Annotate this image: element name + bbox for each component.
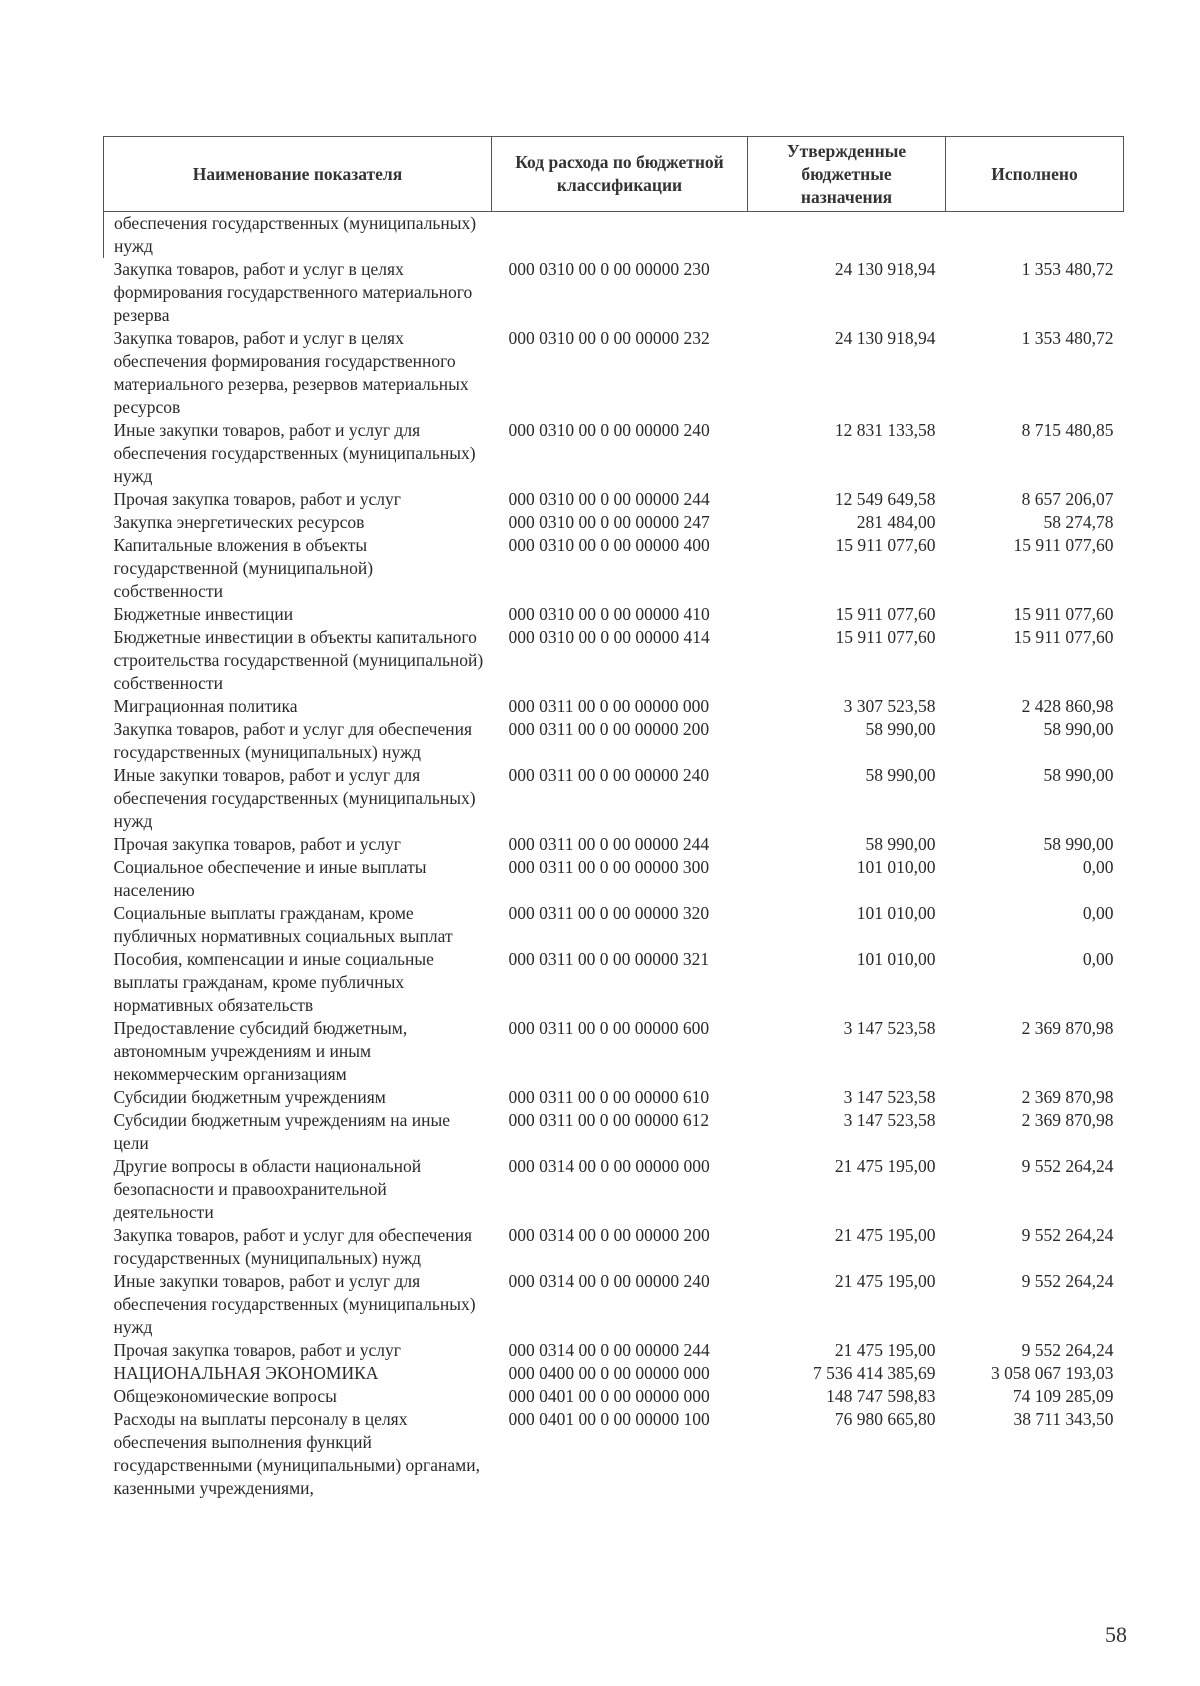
table-row [104,1339,1124,1362]
cell-approved: 15 911 077,60 [835,627,936,647]
cell-approved: 3 147 523,58 [843,1087,936,1107]
cell-code: 000 0311 00 0 00 00000 200 [508,719,710,739]
cell-code [492,212,748,259]
cell-code: 000 0311 00 0 00 00000 612 [508,1110,710,1130]
cell-code: 000 0311 00 0 00 00000 244 [508,834,710,854]
cell-code: 000 0314 00 0 00 00000 000 [508,1156,710,1176]
cell-executed: 58 990,00 [1043,834,1114,854]
table-row [104,902,1124,948]
table-row [104,1017,1124,1086]
table-row [104,212,1124,259]
cell-code: 000 0310 00 0 00 00000 414 [508,627,710,647]
cell-approved: 58 990,00 [865,765,936,785]
table-row [104,1224,1124,1270]
cell-code: 000 0311 00 0 00 00000 000 [508,696,710,716]
page-number: 58 [1105,1622,1127,1647]
table-row [104,534,1124,603]
cell-code: 000 0314 00 0 00 00000 200 [508,1225,710,1245]
table-row [104,327,1124,419]
header-approved: Утвержденные бюджетные назначения [748,137,946,212]
cell-name: Предоставление субсидий бюджетным, автономным учреждениям и иным некоммерческим организациям [113,1018,408,1084]
cell-name: обеспечения государственных (муниципальных) нужд [104,212,492,259]
cell-code: 000 0311 00 0 00 00000 320 [508,903,710,923]
table-row [104,1270,1124,1339]
cell-name: Закупка товаров, работ и услуг в целях обеспечения формирования государственного материального резерва, резервов материальных ресурсов [113,328,469,417]
table-row [104,258,1124,327]
cell-name: Пособия, компенсации и иные социальные выплаты гражданам, кроме публичных нормативных обязательств [113,949,434,1015]
header-name: Наименование показателя [104,137,492,212]
cell-executed: 38 711 343,50 [1013,1409,1114,1429]
cell-name: Бюджетные инвестиции в объекты капитального строительства государственной (муниципальной) собственности [113,627,484,693]
cell-executed: 1 353 480,72 [1021,259,1114,279]
header-executed: Исполнено [946,137,1124,212]
cell-executed: 2 369 870,98 [1021,1018,1114,1038]
table-row [104,1362,1124,1385]
cell-code: 000 0401 00 0 00 00000 100 [508,1409,710,1429]
table-row [104,626,1124,695]
cell-approved: 76 980 665,80 [834,1409,936,1429]
cell-executed: 0,00 [1082,903,1114,923]
cell-executed: 9 552 264,24 [1021,1340,1114,1360]
cell-executed: 9 552 264,24 [1021,1156,1114,1176]
cell-name: Иные закупки товаров, работ и услуг для обеспечения государственных (муниципальных) нужд [113,420,476,486]
table-row [104,603,1124,626]
cell-code: 000 0311 00 0 00 00000 240 [508,765,710,785]
cell-approved: 15 911 077,60 [835,604,936,624]
table-row [104,511,1124,534]
cell-approved: 3 147 523,58 [843,1018,936,1038]
cell-executed: 15 911 077,60 [1013,627,1114,647]
cell-code: 000 0310 00 0 00 00000 230 [508,259,710,279]
cell-name: Другие вопросы в области национальной безопасности и правоохранительной деятельности [113,1156,422,1222]
cell-executed: 9 552 264,24 [1021,1271,1114,1291]
cell-name: Закупка товаров, работ и услуг в целях формирования государственного материального резерва [113,259,473,325]
cell-executed: 2 369 870,98 [1021,1087,1114,1107]
cell-executed: 0,00 [1082,949,1114,969]
cell-approved: 3 307 523,58 [843,696,936,716]
cell-approved: 21 475 195,00 [834,1156,936,1176]
table-row [104,1155,1124,1224]
cell-approved: 12 831 133,58 [834,420,936,440]
cell-approved: 58 990,00 [865,834,936,854]
cell-executed: 2 369 870,98 [1021,1110,1114,1130]
table-row [104,1086,1124,1109]
cell-executed: 15 911 077,60 [1013,604,1114,624]
cell-approved: 21 475 195,00 [834,1271,936,1291]
cell-code: 000 0401 00 0 00 00000 000 [508,1386,710,1406]
cell-approved: 24 130 918,94 [834,259,936,279]
cell-approved: 21 475 195,00 [834,1340,936,1360]
table-row [104,856,1124,902]
cell-approved: 3 147 523,58 [843,1110,936,1130]
cell-executed: 74 109 285,09 [1012,1386,1114,1406]
table-row [104,488,1124,511]
cell-approved: 15 911 077,60 [835,535,936,555]
cell-code: 000 0400 00 0 00 00000 000 [508,1363,710,1383]
cell-name: Закупка товаров, работ и услуг для обеспечения государственных (муниципальных) нужд [113,1225,473,1268]
cell-executed [946,212,1124,259]
cell-name: Расходы на выплаты персоналу в целях обеспечения выполнения функций государственными (муниципальными) органами, казенными учреждениями, [113,1409,480,1498]
cell-approved: 101 010,00 [856,857,936,877]
cell-executed: 1 353 480,72 [1021,328,1114,348]
cell-executed: 8 715 480,85 [1021,420,1114,440]
cell-name: Прочая закупка товаров, работ и услуг [113,489,401,509]
header-code: Код расхода по бюджетной классификации [492,137,748,212]
cell-code: 000 0314 00 0 00 00000 244 [508,1340,710,1360]
cell-code: 000 0310 00 0 00 00000 400 [508,535,710,555]
cell-approved: 21 475 195,00 [834,1225,936,1245]
cell-code: 000 0311 00 0 00 00000 300 [508,857,710,877]
cell-executed: 58 274,78 [1043,512,1114,532]
cell-code: 000 0310 00 0 00 00000 247 [508,512,710,532]
cell-name: Социальные выплаты гражданам, кроме публичных нормативных социальных выплат [113,903,453,946]
table-row [104,718,1124,764]
cell-name: Иные закупки товаров, работ и услуг для обеспечения государственных (муниципальных) нужд [113,765,476,831]
cell-name: Субсидии бюджетным учреждениям [113,1087,386,1107]
document-page [103,136,1123,1500]
table-row [104,833,1124,856]
cell-code: 000 0314 00 0 00 00000 240 [508,1271,710,1291]
cell-code: 000 0311 00 0 00 00000 321 [508,949,710,969]
cell-executed: 3 058 067 193,03 [991,1363,1114,1383]
cell-executed: 8 657 206,07 [1021,489,1114,509]
cell-executed: 2 428 860,98 [1021,696,1114,716]
cell-name: Закупка энергетических ресурсов [113,512,365,532]
cell-approved: 7 536 414 385,69 [813,1363,936,1383]
table-row [104,1109,1124,1155]
cell-approved: 148 747 598,83 [826,1386,936,1406]
cell-code: 000 0310 00 0 00 00000 244 [508,489,710,509]
table-row [104,1408,1124,1500]
table-row [104,419,1124,488]
cell-code: 000 0311 00 0 00 00000 600 [508,1018,710,1038]
cell-name: Бюджетные инвестиции [113,604,294,624]
cell-approved: 12 549 649,58 [834,489,936,509]
cell-name: НАЦИОНАЛЬНАЯ ЭКОНОМИКА [113,1363,379,1383]
cell-code: 000 0310 00 0 00 00000 410 [508,604,710,624]
cell-name: Общеэкономические вопросы [113,1386,337,1406]
cell-name: Социальное обеспечение и иные выплаты населению [113,857,427,900]
cell-name: Прочая закупка товаров, работ и услуг [113,834,401,854]
table-row [104,1385,1124,1408]
cell-approved: 24 130 918,94 [834,328,936,348]
table-row [104,695,1124,718]
cell-approved: 281 484,00 [856,512,936,532]
cell-approved: 101 010,00 [856,949,936,969]
cell-code: 000 0310 00 0 00 00000 240 [508,420,710,440]
cell-name: Капитальные вложения в объекты государственной (муниципальной) собственности [113,535,374,601]
cell-name: Миграционная политика [113,696,298,716]
table-row [104,948,1124,1017]
cell-executed: 58 990,00 [1043,765,1114,785]
cell-executed: 15 911 077,60 [1013,535,1114,555]
cell-name: Иные закупки товаров, работ и услуг для обеспечения государственных (муниципальных) нужд [113,1271,476,1337]
table-header [104,137,1124,212]
cell-executed: 58 990,00 [1043,719,1114,739]
table-row [104,764,1124,833]
cell-approved: 58 990,00 [865,719,936,739]
cell-name: Субсидии бюджетным учреждениям на иные цели [113,1110,450,1153]
cell-executed: 9 552 264,24 [1021,1225,1114,1245]
cell-approved: 101 010,00 [856,903,936,923]
cell-name: Закупка товаров, работ и услуг для обеспечения государственных (муниципальных) нужд [113,719,473,762]
cell-code: 000 0311 00 0 00 00000 610 [508,1087,710,1107]
cell-name: Прочая закупка товаров, работ и услуг [113,1340,401,1360]
cell-approved [748,212,946,259]
cell-executed: 0,00 [1082,857,1114,877]
cell-code: 000 0310 00 0 00 00000 232 [508,328,710,348]
table-body [104,212,1124,1501]
budget-execution-table [103,136,1124,1500]
